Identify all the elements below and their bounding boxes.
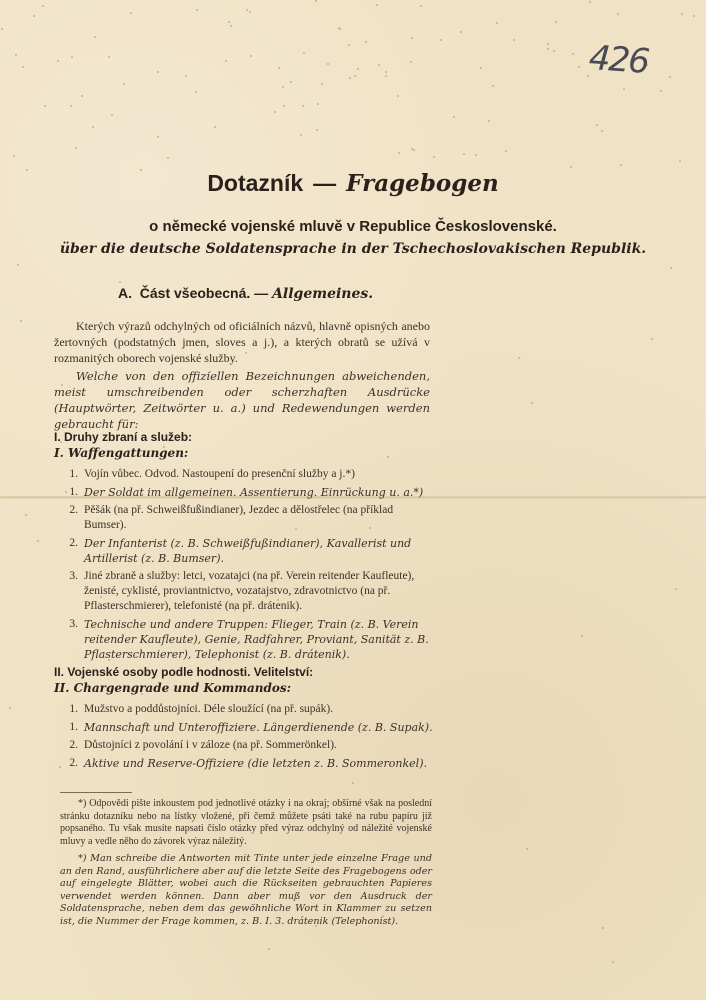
paper-speck (283, 105, 285, 107)
paper-speck (71, 56, 73, 58)
section-a-heading (118, 285, 373, 302)
part2-heading-cz: II. Vojenské osoby podle hodnosti. Velitelství: (54, 665, 314, 679)
item-number: 1. (69, 703, 78, 715)
paper-speck (225, 60, 227, 62)
paper-speck (660, 90, 662, 92)
paper-speck (488, 120, 490, 122)
item-number: 2. (69, 537, 78, 549)
paper-speck (385, 75, 387, 77)
paper-speck (321, 83, 323, 85)
paper-speck (555, 21, 557, 23)
list-item (54, 536, 436, 566)
page-title (0, 170, 706, 197)
paper-speck (214, 126, 216, 128)
paper-speck (282, 86, 284, 88)
paper-speck (111, 114, 113, 116)
item-text: Jiné zbraně a služby: letci, vozatajci (na př. Verein reitender Kaufleute), ženisté, cyklisté, proviantnictvo, vozatajstvo, zdravotnictvo (na př. Pflasterschmierer), telefonisté (na př. drátenik). (84, 570, 415, 612)
footnote-rule (60, 792, 132, 793)
paper-speck (693, 15, 695, 17)
paper-speck (348, 44, 350, 46)
paper-speck (475, 154, 477, 156)
item-number: 1. (69, 486, 78, 498)
paper-speck (617, 13, 619, 15)
subtitle-cz: o německé vojenské mluvě v Republice Československé. (149, 218, 557, 235)
paper-speck (37, 540, 39, 542)
item-number: 2. (69, 757, 78, 769)
paper-speck (505, 150, 507, 152)
title-dash: — (313, 170, 337, 196)
list-item (54, 738, 436, 753)
paper-speck (278, 67, 280, 69)
list-item (54, 503, 436, 533)
item-text: Der Infanterist (z. B. Schweißfußindianer), Kavallerist und Artillerist (z. B. Bumser). (84, 537, 412, 565)
paper-speck (349, 77, 351, 79)
paper-speck (547, 43, 549, 45)
paper-speck (411, 37, 413, 39)
paper-speck (670, 267, 672, 269)
section-a-cz: Část všeobecná. (139, 285, 251, 301)
paper-speck (196, 9, 198, 11)
paper-speck (303, 52, 305, 54)
paper-speck (246, 9, 248, 11)
section-a-de: Allgemeines. (272, 286, 374, 302)
paper-speck (44, 105, 46, 107)
paper-speck (365, 41, 367, 43)
paper-speck (268, 948, 270, 950)
paper-speck (547, 48, 549, 50)
paper-speck (492, 85, 494, 87)
item-text: Technische und andere Truppen: Flieger, Train (z. B. Verein reitender Kaufleute), Genie, Radfahrer, Proviant, Sanität z. B. Pflasterschmierer), Telephonist (z. B. drátenik). (84, 618, 429, 661)
item-text: Der Soldat im allgemeinen. Assentierung. Einrückung u. a.*) (84, 486, 424, 499)
paper-speck (92, 126, 94, 128)
paper-speck (230, 25, 232, 27)
paper-speck (387, 456, 389, 458)
paper-speck (601, 130, 603, 132)
title-de: Fragebogen (346, 170, 499, 197)
paper-speck (675, 588, 677, 590)
paper-speck (338, 27, 340, 29)
part1-heading-cz: I. Druhy zbraní a služeb: (54, 430, 193, 444)
paper-speck (228, 21, 230, 23)
paper-speck (317, 103, 319, 105)
item-text: Aktive und Reserve-Offiziere (die letzten z. B. Sommeronkel). (84, 757, 427, 770)
item-text: Důstojníci z povolání i v záloze (na př. Sommerönkel). (84, 739, 337, 751)
paper-speck (553, 50, 555, 52)
paper-speck (397, 95, 399, 97)
list-item (54, 702, 436, 717)
paper-speck (290, 81, 292, 83)
paper-speck (302, 105, 304, 107)
paper-speck (57, 60, 59, 62)
part1-heading-de: I. Waffengattungen: (54, 446, 189, 460)
paper-speck (679, 160, 681, 162)
list-item (54, 756, 436, 771)
paper-speck (25, 514, 27, 516)
intro-cz: Kterých výrazů odchylných od oficiálních názvů, hlavně opisných anebo žertovných (podstatných jmen, sloves a j.), a kterých obratů se užívá v rozmanitých oborech vojenské služby. (54, 319, 430, 365)
item-text: Mužstvo a poddůstojníci. Déle sloužící (na př. supák). (84, 703, 334, 715)
handwritten-number: 426 (587, 37, 650, 83)
list-item (54, 617, 436, 662)
item-number: 2. (69, 739, 78, 751)
paper-speck (70, 105, 72, 107)
paper-speck (167, 157, 169, 159)
item-text: Mannschaft und Unteroffiziere. Längerdienende (z. B. Supak). (84, 721, 433, 734)
paper-speck (9, 707, 11, 709)
paper-speck (378, 64, 380, 66)
list-item (54, 467, 436, 482)
section-a-dash: — (254, 285, 269, 301)
paper-speck (315, 0, 317, 2)
paper-speck (572, 53, 574, 55)
paper-speck (75, 147, 77, 149)
paper-speck (413, 149, 415, 151)
paper-speck (410, 61, 412, 63)
footnote-de: *) Man schreibe die Antworten mit Tinte unter jede einzelne Frage und an den Rand, ausführlichere aber auf die letzte Seite des Fragebogens oder auf eingelegte Blätter, wobei auch die Rückseiten gebrauchten Papieres verwendet werden können. Dann aber muß vor den Ausdruck der Soldatensprache, neben dem das gewöhnliche Wort in Klammer zu setzen ist, die Nummer der Frage kommen, z. B. I. 3. drátenik (Telephonist). (60, 853, 432, 927)
part2-heading-de: II. Chargengrade und Kommandos: (54, 681, 292, 695)
paper-speck (496, 22, 498, 24)
paper-speck (17, 264, 19, 266)
paper-speck (250, 55, 252, 57)
paper-speck (108, 56, 110, 58)
paper-speck (376, 4, 378, 6)
paper-speck (185, 75, 187, 77)
paper-speck (274, 111, 276, 113)
paper-speck (531, 402, 533, 404)
paper-speck (42, 5, 44, 7)
item-number: 1. (69, 468, 78, 480)
paper-speck (526, 848, 528, 850)
paper-speck (195, 91, 197, 93)
paper-speck (15, 54, 17, 56)
paper-speck (354, 75, 356, 77)
paper-speck (357, 68, 359, 70)
section-a-letter: A. (118, 285, 132, 301)
part2-list (54, 702, 436, 774)
paper-speck (33, 15, 35, 17)
paper-speck (316, 129, 318, 131)
paper-speck (681, 13, 683, 15)
paper-speck (669, 76, 671, 78)
paper-speck (249, 11, 251, 13)
paper-speck (480, 67, 482, 69)
paper-speck (433, 156, 435, 158)
paper-speck (612, 961, 614, 963)
footnote-cz: *) Odpovědi pište inkoustem pod jednotlivé otázky i na okraj; obšírné však na poslední stránku dotazníku nebo na lístky vložené, při čemž můžete psáti také na rubu papíru již popsaného. Tu však musíte napsati číslo otázky před výraz odchylný od náležité vojenské mluvy a vedle něho do závorek výraz náležitý. (60, 798, 432, 847)
paper-speck (651, 338, 653, 340)
paper-speck (440, 39, 442, 41)
paper-speck (385, 71, 387, 73)
paper-speck (123, 83, 125, 85)
item-number: 2. (69, 504, 78, 516)
subtitle-de: über die deutsche Soldatensprache in der Tschechoslovakischen Republik. (59, 241, 647, 257)
paper-speck (513, 39, 515, 41)
part1-list (54, 467, 436, 665)
item-text: Vojín vůbec. Odvod. Nastoupení do presenční služby a j.*) (84, 468, 355, 480)
item-number: 3. (69, 618, 78, 630)
paper-speck (518, 357, 520, 359)
paper-speck (596, 124, 598, 126)
paper-speck (589, 1, 591, 3)
paper-speck (570, 166, 572, 168)
paper-speck (623, 88, 625, 90)
paper-speck (94, 36, 96, 38)
paper-speck (119, 281, 121, 283)
title-cz: Dotazník (207, 170, 304, 196)
paper-speck (1, 28, 3, 30)
paper-speck (20, 320, 22, 322)
item-number: 3. (69, 570, 78, 582)
intro-de: Welche von den offiziellen Bezeichnungen abweichenden, meist umschreibenden oder scherzhaften Ausdrücke (Hauptwörter, Zeitwörter u. a.) und Redewendungen werden gebraucht für: (54, 369, 430, 431)
paper-speck (327, 63, 329, 65)
paper-speck (602, 927, 604, 929)
paper-speck (578, 66, 580, 68)
item-text: Pěšák (na př. Schweißfußindianer), Jezdec a dělostřelec (na příklad Bumser). (84, 504, 394, 531)
paper-speck (352, 782, 354, 784)
paper-speck (300, 134, 302, 136)
paper-speck (463, 153, 465, 155)
paper-speck (581, 635, 583, 637)
paper-speck (13, 155, 15, 157)
paper-speck (398, 152, 400, 154)
paper-speck (81, 95, 83, 97)
paper-speck (460, 31, 462, 33)
paper-speck (453, 116, 455, 118)
list-item (54, 569, 436, 614)
paper-speck (22, 66, 24, 68)
paper-speck (130, 12, 132, 14)
item-number: 1. (69, 721, 78, 733)
paper-speck (157, 136, 159, 138)
paper-speck (420, 5, 422, 7)
list-item (54, 485, 436, 500)
paper-speck (620, 164, 622, 166)
paper-speck (157, 71, 159, 73)
list-item (54, 720, 436, 735)
